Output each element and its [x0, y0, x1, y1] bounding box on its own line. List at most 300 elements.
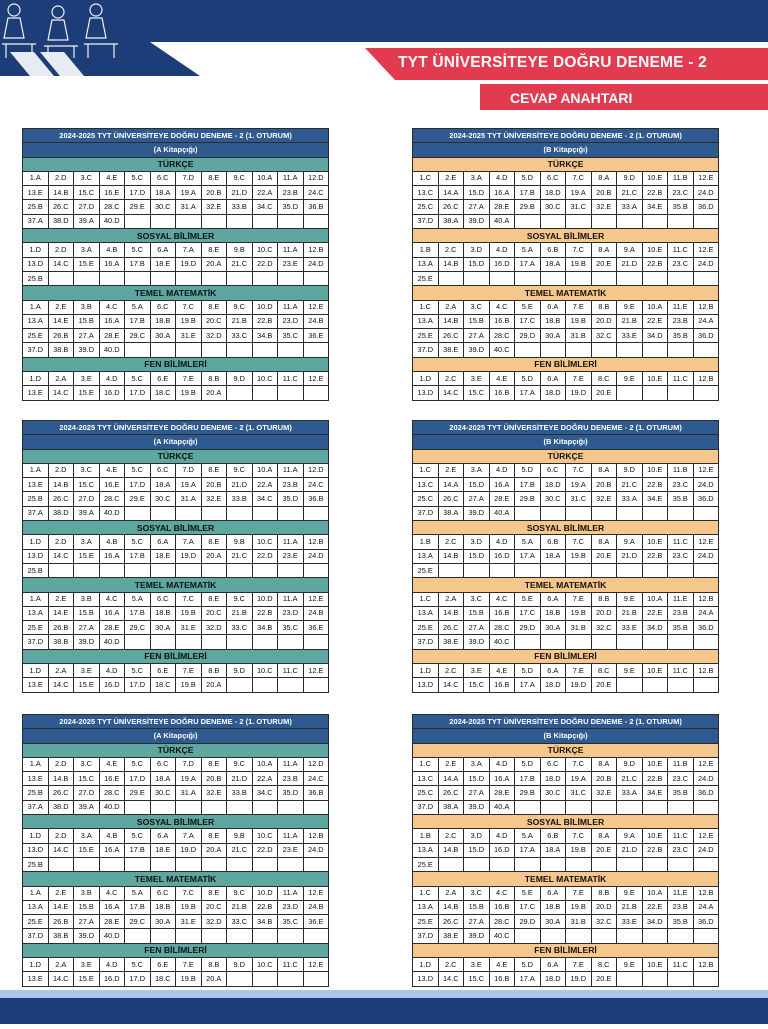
answer-cell: 15.E — [74, 972, 100, 986]
answer-cell: 10.A — [252, 463, 278, 477]
answer-cell: 8.B — [201, 958, 227, 972]
answer-cell: 36.B — [303, 200, 329, 214]
answer-cell: 12.E — [303, 958, 329, 972]
answer-cell: 7.E — [176, 958, 202, 972]
answer-cell — [74, 857, 100, 871]
answer-cell: 37.D — [23, 929, 49, 943]
answer-cell: 29.E — [125, 786, 151, 800]
answer-cell: 23.B — [278, 478, 304, 492]
answer-cell: 9.E — [617, 886, 643, 900]
table-row — [413, 463, 719, 477]
answer-cell: 20.E — [591, 257, 617, 271]
answer-cell: 1.C — [413, 463, 439, 477]
answer-cell: 16.A — [99, 843, 125, 857]
answer-cell: 36.B — [303, 786, 329, 800]
answer-cell: 17.C — [515, 606, 541, 620]
answer-cell: 15.E — [74, 386, 100, 400]
answer-cell: 7.C — [566, 829, 592, 843]
table-row — [23, 621, 329, 635]
answer-cell: 13.A — [413, 549, 439, 563]
answer-cell: 10.D — [252, 300, 278, 314]
answer-cell: 12.E — [303, 592, 329, 606]
answer-cell: 1.B — [413, 535, 439, 549]
answer-cell: 19.A — [566, 772, 592, 786]
answer-cell: 16.A — [99, 606, 125, 620]
answer-cell: 14.C — [48, 549, 74, 563]
answer-cell: 4.B — [99, 535, 125, 549]
answer-cell: 15.B — [74, 606, 100, 620]
footer-background — [0, 990, 768, 1024]
answer-cell: 36.D — [693, 329, 719, 343]
answer-cell: 26.B — [48, 329, 74, 343]
answer-cell: 6.C — [150, 886, 176, 900]
table-row — [413, 300, 719, 314]
answer-cell: 3.D — [464, 829, 490, 843]
answer-cell: 25.B — [23, 563, 49, 577]
answer-cell: 25.C — [413, 786, 439, 800]
section-title-turkce: TÜRKÇE — [413, 157, 719, 171]
table-row — [413, 492, 719, 506]
answer-cell: 26.C — [438, 329, 464, 343]
answer-cell — [278, 386, 304, 400]
answer-cell: 10.E — [642, 757, 668, 771]
answer-cell: 9.E — [617, 300, 643, 314]
answer-cell — [176, 214, 202, 228]
answer-cell: 31.A — [176, 492, 202, 506]
answer-cell — [591, 271, 617, 285]
answer-cell: 28.C — [489, 621, 515, 635]
answer-cell: 1.D — [23, 829, 49, 843]
answer-cell: 13.D — [413, 678, 439, 692]
answer-cell: 34.D — [642, 915, 668, 929]
table-row — [23, 243, 329, 257]
answer-cell: 16.A — [99, 257, 125, 271]
answer-cell — [99, 271, 125, 285]
answer-cell: 19.D — [176, 257, 202, 271]
answer-cell: 24.B — [303, 314, 329, 328]
answer-cell: 1.B — [413, 243, 439, 257]
answer-cell: 29.E — [125, 200, 151, 214]
answer-cell: 16.B — [489, 314, 515, 328]
answer-cell — [693, 563, 719, 577]
answer-cell — [227, 506, 253, 520]
answer-cell: 27.D — [74, 200, 100, 214]
answer-cell: 16.D — [489, 549, 515, 563]
answer-cell: 8.C — [591, 372, 617, 386]
table-row — [413, 915, 719, 929]
answer-cell — [303, 635, 329, 649]
answer-cell: 10.E — [642, 243, 668, 257]
answer-cell: 40.A — [489, 214, 515, 228]
answer-cell — [150, 857, 176, 871]
answer-cell: 24.D — [303, 257, 329, 271]
answer-cell — [201, 271, 227, 285]
answer-cell — [515, 271, 541, 285]
answer-cell: 18.E — [150, 257, 176, 271]
answer-cell — [201, 929, 227, 943]
answer-cell: 35.D — [278, 200, 304, 214]
answer-cell: 7.A — [176, 829, 202, 843]
answer-cell: 9.B — [227, 829, 253, 843]
answer-cell: 23.D — [278, 606, 304, 620]
answer-cell: 19.D — [176, 843, 202, 857]
answer-cell: 29.B — [515, 492, 541, 506]
answer-cell: 36.D — [693, 492, 719, 506]
answer-cell: 7.E — [566, 372, 592, 386]
answer-cell — [642, 563, 668, 577]
answer-cell — [252, 563, 278, 577]
answer-cell: 19.D — [566, 678, 592, 692]
answer-cell: 9.C — [227, 886, 253, 900]
answer-cell: 3.C — [464, 886, 490, 900]
answer-cell: 7.E — [566, 664, 592, 678]
answer-cell: 26.C — [438, 621, 464, 635]
answer-cell — [668, 386, 694, 400]
answer-cell — [252, 857, 278, 871]
table-row — [23, 829, 329, 843]
answer-cell: 15.D — [464, 478, 490, 492]
table-row — [23, 386, 329, 400]
answer-cell: 16.E — [99, 772, 125, 786]
answer-cell — [278, 678, 304, 692]
answer-cell: 20.E — [591, 678, 617, 692]
answer-cell — [48, 857, 74, 871]
answer-cell: 35.B — [668, 786, 694, 800]
answer-cell: 4.C — [99, 592, 125, 606]
answer-cell: 12.E — [693, 463, 719, 477]
answer-cell: 30.C — [540, 492, 566, 506]
answer-cell — [150, 800, 176, 814]
answer-cell: 11.A — [278, 886, 304, 900]
answer-cell: 24.D — [693, 772, 719, 786]
answer-cell: 25.E — [413, 271, 439, 285]
answer-cell: 20.B — [591, 478, 617, 492]
answer-cell: 14.C — [48, 386, 74, 400]
answer-cell: 15.C — [74, 478, 100, 492]
answer-cell: 15.D — [464, 257, 490, 271]
answer-cell: 3.A — [74, 829, 100, 843]
answer-cell — [125, 635, 151, 649]
answer-cell: 18.E — [150, 549, 176, 563]
table-row — [413, 372, 719, 386]
answer-cell — [227, 929, 253, 943]
answer-cell: 4.E — [99, 171, 125, 185]
answer-cell: 22.D — [252, 549, 278, 563]
answer-cell: 6.E — [150, 958, 176, 972]
table-row — [413, 772, 719, 786]
answer-cell: 3.A — [464, 171, 490, 185]
answer-cell: 33.A — [617, 200, 643, 214]
answer-cell: 23.B — [668, 606, 694, 620]
answer-cell: 34.B — [252, 621, 278, 635]
answer-cell: 38.E — [438, 929, 464, 943]
answer-cell — [668, 563, 694, 577]
answer-cell: 17.D — [125, 386, 151, 400]
answer-cell: 15.D — [464, 186, 490, 200]
answer-cell — [278, 972, 304, 986]
answer-cell: 10.C — [252, 664, 278, 678]
answer-cell: 13.A — [23, 900, 49, 914]
page-title: TYT ÜNİVERSİTEYE DOĞRU DENEME - 2 — [398, 54, 707, 71]
answer-cell: 13.A — [413, 257, 439, 271]
section-title-fen-bi-li-mleri: FEN BİLİMLERİ — [23, 943, 329, 957]
answer-cell — [227, 972, 253, 986]
answer-cell — [201, 857, 227, 871]
answer-cell: 32.C — [591, 329, 617, 343]
answer-cell — [252, 343, 278, 357]
answer-cell — [693, 214, 719, 228]
answer-cell: 8.A — [591, 171, 617, 185]
answer-cell: 6.C — [540, 463, 566, 477]
table-row — [413, 506, 719, 520]
answer-cell: 34.E — [642, 492, 668, 506]
answer-cell: 19.B — [566, 606, 592, 620]
answer-cell: 38.B — [48, 343, 74, 357]
answer-cell: 8.B — [591, 886, 617, 900]
answer-cell: 28.C — [489, 329, 515, 343]
answer-cell: 6.B — [540, 535, 566, 549]
answer-cell: 3.B — [74, 886, 100, 900]
answer-cell: 4.C — [489, 592, 515, 606]
answer-cell: 9.A — [617, 243, 643, 257]
answer-cell: 19.A — [176, 478, 202, 492]
answer-cell: 11.C — [278, 372, 304, 386]
answer-cell: 19.A — [566, 186, 592, 200]
answer-cell: 24.D — [303, 549, 329, 563]
answer-cell: 19.B — [566, 843, 592, 857]
answer-cell: 22.B — [642, 478, 668, 492]
answer-cell: 13.E — [23, 386, 49, 400]
answer-cell: 12.B — [693, 886, 719, 900]
answer-cell: 25.B — [23, 271, 49, 285]
table-row — [413, 200, 719, 214]
answer-cell: 18.E — [150, 843, 176, 857]
answer-cell: 9.E — [617, 958, 643, 972]
table-row — [413, 678, 719, 692]
answer-cell: 22.B — [252, 900, 278, 914]
answer-cell: 6.C — [150, 171, 176, 185]
answer-cell: 36.B — [303, 492, 329, 506]
table-row — [413, 606, 719, 620]
answer-cell: 17.D — [125, 678, 151, 692]
answer-cell: 7.C — [566, 243, 592, 257]
answer-cell — [515, 214, 541, 228]
answer-cell: 14.B — [438, 549, 464, 563]
table-row — [413, 386, 719, 400]
answer-cell — [125, 800, 151, 814]
answer-cell: 9.D — [617, 463, 643, 477]
answer-cell: 18.D — [540, 478, 566, 492]
answer-cell: 40.D — [99, 506, 125, 520]
answer-cell — [252, 386, 278, 400]
answer-cell — [227, 678, 253, 692]
answer-cell: 18.C — [150, 386, 176, 400]
answer-cell: 24.D — [693, 257, 719, 271]
answer-cell: 6.C — [150, 463, 176, 477]
answer-cell: 16.A — [99, 549, 125, 563]
answer-cell: 20.A — [201, 972, 227, 986]
table-row — [413, 214, 719, 228]
answer-cell: 33.E — [617, 329, 643, 343]
answer-cell: 39.D — [464, 343, 490, 357]
answer-cell: 21.C — [227, 549, 253, 563]
answer-cell: 19.B — [176, 314, 202, 328]
answer-cell — [176, 857, 202, 871]
answer-cell: 7.E — [566, 592, 592, 606]
answer-cell — [227, 563, 253, 577]
answer-cell: 36.E — [303, 621, 329, 635]
table-row — [23, 535, 329, 549]
answer-cell: 9.D — [617, 757, 643, 771]
answer-cell: 28.E — [489, 200, 515, 214]
answer-cell: 5.E — [515, 592, 541, 606]
section-title-fen-bi-li-mleri: FEN BİLİMLERİ — [23, 357, 329, 371]
answer-cell — [591, 635, 617, 649]
answer-cell: 19.B — [176, 972, 202, 986]
answer-cell: 9.B — [227, 243, 253, 257]
table-row — [413, 186, 719, 200]
answer-cell: 26.C — [48, 492, 74, 506]
answer-table-booklet-a — [22, 714, 329, 987]
answer-cell: 25.E — [413, 621, 439, 635]
answer-cell — [74, 271, 100, 285]
answer-cell: 36.D — [693, 200, 719, 214]
answer-cell: 11.A — [278, 535, 304, 549]
section-title-temel-matemati-k: TEMEL MATEMATİK — [413, 872, 719, 886]
answer-cell — [693, 972, 719, 986]
answer-cell: 20.A — [201, 549, 227, 563]
answer-cell: 5.A — [125, 592, 151, 606]
answer-cell: 4.E — [489, 664, 515, 678]
answer-cell: 7.A — [176, 535, 202, 549]
answer-cell: 12.B — [693, 592, 719, 606]
answer-cell: 21.D — [227, 478, 253, 492]
answer-cell: 14.C — [438, 678, 464, 692]
answer-cell: 34.C — [252, 200, 278, 214]
answer-cell: 25.E — [413, 563, 439, 577]
answer-cell: 23.C — [668, 549, 694, 563]
answer-cell: 24.A — [693, 606, 719, 620]
booklet-label: (A Kitapçığı) — [23, 143, 329, 157]
answer-cell — [227, 343, 253, 357]
section-title-sosyal-bi-li-mler: SOSYAL BİLİMLER — [413, 521, 719, 535]
answer-cell: 14.C — [48, 843, 74, 857]
answer-cell: 4.C — [99, 300, 125, 314]
answer-cell: 5.C — [125, 757, 151, 771]
answer-cell: 30.C — [540, 786, 566, 800]
table-row — [23, 900, 329, 914]
table-row — [23, 843, 329, 857]
answer-cell: 17.D — [125, 186, 151, 200]
answer-cell: 39.D — [74, 635, 100, 649]
answer-cell: 15.E — [74, 257, 100, 271]
answer-cell: 26.C — [438, 200, 464, 214]
answer-cell — [642, 857, 668, 871]
answer-cell: 35.C — [278, 621, 304, 635]
answer-cell: 18.B — [540, 314, 566, 328]
answer-cell: 29.C — [125, 621, 151, 635]
answer-cell: 28.E — [489, 786, 515, 800]
answer-cell: 11.B — [668, 757, 694, 771]
answer-cell: 31.E — [176, 621, 202, 635]
table-row — [23, 300, 329, 314]
answer-cell — [668, 929, 694, 943]
answer-cell: 31.C — [566, 786, 592, 800]
answer-cell — [617, 635, 643, 649]
answer-cell: 38.A — [438, 506, 464, 520]
answer-cell: 32.C — [591, 621, 617, 635]
answer-cell: 25.E — [413, 915, 439, 929]
answer-cell: 13.A — [23, 314, 49, 328]
answer-cell: 21.D — [227, 186, 253, 200]
answer-cell: 11.A — [278, 592, 304, 606]
answer-cell: 34.D — [642, 621, 668, 635]
answer-cell: 3.A — [464, 463, 490, 477]
answer-cell: 23.B — [278, 186, 304, 200]
answer-table-booklet-a — [22, 420, 329, 693]
answer-cell: 1.C — [413, 300, 439, 314]
answer-cell: 26.C — [438, 915, 464, 929]
answer-cell: 8.E — [201, 886, 227, 900]
answer-cell — [303, 271, 329, 285]
answer-cell: 22.E — [642, 900, 668, 914]
answer-cell: 20.E — [591, 843, 617, 857]
answer-cell: 2.D — [48, 535, 74, 549]
answer-cell — [278, 635, 304, 649]
answer-cell: 20.A — [201, 257, 227, 271]
answer-cell — [438, 857, 464, 871]
answer-cell — [252, 929, 278, 943]
answer-cell — [227, 214, 253, 228]
answer-cell: 14.E — [48, 900, 74, 914]
answer-cell — [201, 635, 227, 649]
answer-cell: 17.B — [125, 314, 151, 328]
answer-cell: 18.D — [540, 678, 566, 692]
answer-cell: 35.C — [278, 329, 304, 343]
answer-cell: 18.A — [150, 478, 176, 492]
answer-cell: 3.C — [464, 592, 490, 606]
answer-cell: 18.A — [540, 549, 566, 563]
answer-cell: 1.C — [413, 757, 439, 771]
answer-cell: 38.B — [48, 635, 74, 649]
answer-cell: 21.D — [227, 772, 253, 786]
answer-cell: 15.E — [74, 549, 100, 563]
answer-cell: 10.A — [252, 757, 278, 771]
answer-cell: 39.A — [74, 214, 100, 228]
answer-cell: 30.A — [540, 621, 566, 635]
answer-cell: 7.A — [176, 243, 202, 257]
answer-cell: 15.D — [464, 843, 490, 857]
answer-cell: 18.D — [540, 186, 566, 200]
section-title-turkce: TÜRKÇE — [23, 743, 329, 757]
answer-cell — [642, 271, 668, 285]
answer-cell: 27.A — [464, 786, 490, 800]
answer-cell: 40.C — [489, 635, 515, 649]
answer-cell: 34.C — [252, 786, 278, 800]
answer-cell: 4.D — [489, 829, 515, 843]
answer-cell: 24.B — [303, 900, 329, 914]
answer-cell — [668, 800, 694, 814]
answer-cell: 10.C — [252, 535, 278, 549]
answer-cell: 9.D — [227, 372, 253, 386]
answer-cell — [693, 929, 719, 943]
answer-cell — [252, 271, 278, 285]
answer-cell: 4.D — [489, 171, 515, 185]
answer-cell: 17.B — [125, 257, 151, 271]
answer-cell: 34.B — [252, 915, 278, 929]
answer-cell — [176, 929, 202, 943]
table-row — [413, 786, 719, 800]
